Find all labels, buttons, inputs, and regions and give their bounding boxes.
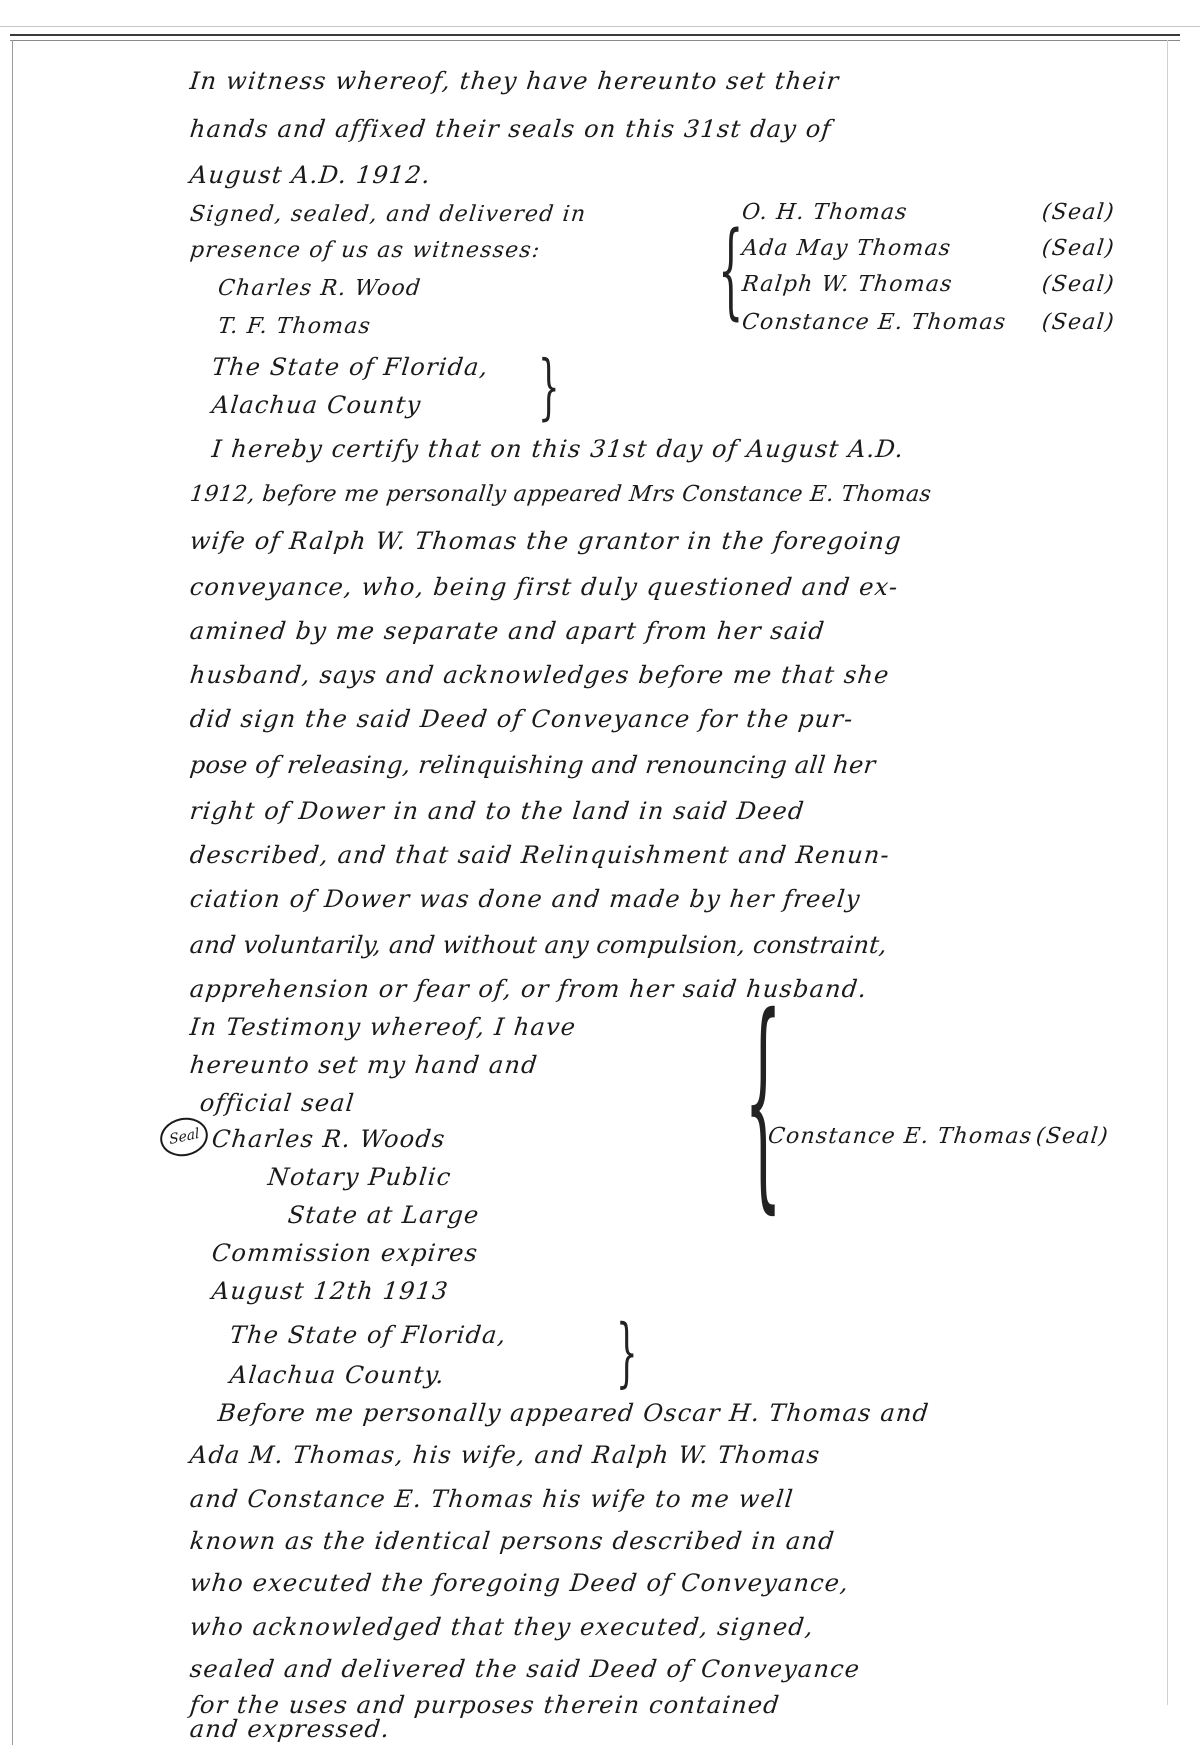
venue-state: The State of Florida,: [228, 1321, 509, 1349]
acknowledgment-line: for the uses and purposes therein contained: [188, 1691, 782, 1719]
page-right-edge: [1167, 40, 1168, 1705]
signatures-brace: {: [718, 212, 744, 332]
witness-line: August A.D. 1912.: [188, 161, 433, 189]
page-top-rule: [10, 34, 1180, 36]
acknowledgment-line: and expressed.: [188, 1715, 392, 1743]
acknowledgment-line: Before me personally appeared Oscar H. Thomas and: [216, 1399, 931, 1427]
notary-seal-stamp: Seal: [157, 1113, 212, 1160]
certificate-line: described, and that said Relinquishment and Renun-: [188, 841, 892, 869]
certificate-line: husband, says and acknowledges before me that she: [188, 661, 892, 689]
certificate-line: ciation of Dower was done and made by her freely: [188, 885, 863, 913]
certificate-line: amined by me separate and apart from her said: [188, 617, 827, 645]
venue-county: Alachua County.: [228, 1361, 447, 1389]
testimony-line: hereunto set my hand and: [188, 1051, 540, 1079]
acknowledgment-line: Ada M. Thomas, his wife, and Ralph W. Thomas: [188, 1441, 822, 1469]
certificate-line: and voluntarily, and without any compulsion, constraint,: [188, 931, 889, 959]
witness-name: Charles R. Wood: [216, 276, 423, 301]
certificate-line: pose of releasing, relinquishing and renouncing all her: [188, 751, 877, 779]
signed-line: presence of us as witnesses:: [188, 238, 542, 263]
testimony-brace: {: [744, 970, 783, 1236]
witness-name: T. F. Thomas: [216, 314, 373, 339]
seal-mark: (Seal): [1040, 272, 1116, 297]
seal-mark: (Seal): [1040, 236, 1116, 261]
acknowledgment-line: and Constance E. Thomas his wife to me well: [188, 1485, 796, 1513]
certificate-line: 1912, before me personally appeared Mrs Constance E. Thomas: [188, 482, 933, 507]
grantor-signature: Constance E. Thomas: [740, 310, 1008, 335]
notary-title: Notary Public: [266, 1163, 453, 1191]
acknowledgment-line: who acknowledged that they executed, signed,: [188, 1613, 816, 1641]
signature-constance: Constance E. Thomas: [766, 1124, 1034, 1149]
seal-mark: (Seal): [1034, 1124, 1110, 1149]
venue-brace: }: [616, 1310, 638, 1398]
page-top-rule-thin: [10, 40, 1180, 41]
scan-edge-line: [0, 26, 1200, 27]
grantor-signature: O. H. Thomas: [740, 200, 910, 225]
certificate-line: did sign the said Deed of Conveyance for the pur-: [188, 705, 855, 733]
grantor-signature: Ralph W. Thomas: [740, 272, 954, 297]
notary-commission-date: August 12th 1913: [210, 1277, 451, 1305]
certificate-line: conveyance, who, being first duly questioned and ex-: [188, 573, 900, 601]
testimony-line: In Testimony whereof, I have: [188, 1013, 578, 1041]
seal-mark: (Seal): [1040, 310, 1116, 335]
venue-state: The State of Florida,: [210, 353, 491, 381]
page-left-edge: [12, 40, 13, 1745]
venue-county: Alachua County: [210, 391, 423, 419]
notary-name: Charles R. Woods: [210, 1125, 448, 1153]
certificate-line: I hereby certify that on this 31st day of August A.D.: [210, 435, 906, 463]
testimony-line: official seal: [198, 1089, 357, 1117]
venue-brace: }: [538, 346, 560, 430]
notary-jurisdiction: State at Large: [286, 1201, 482, 1229]
certificate-line: apprehension or fear of, or from her said husband.: [188, 975, 869, 1003]
certificate-line: wife of Ralph W. Thomas the grantor in the foregoing: [188, 527, 904, 555]
witness-line: In witness whereof, they have hereunto set their: [188, 67, 841, 95]
witness-line: hands and affixed their seals on this 31st day of: [188, 115, 834, 143]
acknowledgment-line: who executed the foregoing Deed of Conveyance,: [188, 1569, 851, 1597]
grantor-signature: Ada May Thomas: [740, 236, 953, 261]
acknowledgment-line: known as the identical persons described in and: [188, 1527, 837, 1555]
certificate-line: right of Dower in and to the land in said Deed: [188, 797, 807, 825]
notary-commission: Commission expires: [210, 1239, 480, 1267]
signed-line: Signed, sealed, and delivered in: [188, 202, 588, 227]
acknowledgment-line: sealed and delivered the said Deed of Conveyance: [188, 1655, 862, 1683]
seal-mark: (Seal): [1040, 200, 1116, 225]
